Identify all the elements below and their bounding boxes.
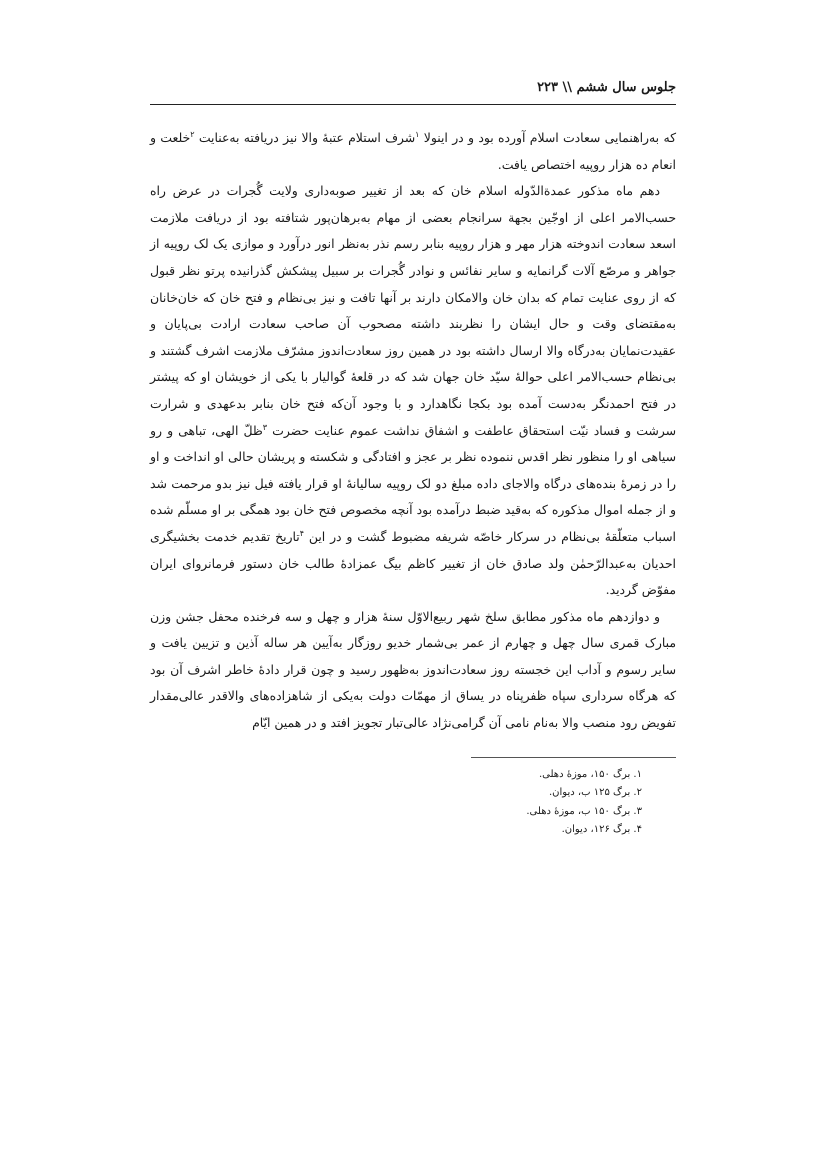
footnote-3: ۳. برگ ۱۵۰ ب، موزهٔ دهلی. <box>526 805 642 817</box>
footnote-ref-4[interactable]: ۴ <box>299 528 305 538</box>
footnote-ref-2[interactable]: ۲ <box>190 129 195 139</box>
text-run: خلعت و انعام ده هزار روپیه اختصاص یافت. <box>150 130 676 172</box>
text-run: که به‌راهنمایی سعادت اسلام آورده بود و در اینولا <box>419 130 676 145</box>
footnote-1: ۱. برگ ۱۵۰، موزهٔ دهلی. <box>538 768 642 780</box>
footnotes <box>150 766 676 840</box>
footnote-4: ۴. برگ ۱۲۶، دیوان. <box>561 824 642 836</box>
footnote-ref-1[interactable]: ۱ <box>415 129 420 139</box>
paragraph-3: و دوازدهم ماه مذکور مطابق سلخ شهر ربیع‌الاوّل سنهٔ هزار و چهل و سه فرخنده محفل جشن وزن مبارک قمری سال چهل و چهارم از عمر بی‌شمار خدیو روزگار به‌آیین هر ساله آذین و تزیین یافت و سایر رسوم و آداب این خجسته روز سعادت‌اندوز به‌ظهور رسید و چون قرار دادهٔ خاطر اشرف آن بود که هرگاه سرداری سپاه ظفرپناه در یساق از مهمّات دولت به‌یکی از شاهزاده‌های والاقدر عالی‌مقدار تفویض رود منصب والا به‌نام نامی آن گرامی‌نژاد عالی‌تبار تجویز افتد و در همین ایّام <box>150 608 676 731</box>
running-header <box>150 70 676 105</box>
text-run: ظلّ الهی، تباهی و رو سیاهی او را منظور نظر اقدس ننموده نظر بر عجز و افتادگی و شکسته و پریشان حالی او انداخت و او را در زمرهٔ بنده‌های درگاه والاجای داده مبلغ دو لک روپیه سالیانهٔ او قرار یافته فیل نیز بدو مرحمت شد و از جمله اموال مذکوره که به‌قید ضبط درآمده بود آنچه مخصوص فتح خان بود همگی بر او مسلّم شده اسباب متعلّقهٔ بی‌نظام در سرکار خاصّه شریفه مضبوط گشت و در این <box>150 422 676 544</box>
book-page <box>150 70 676 840</box>
paragraph-2 <box>150 178 676 604</box>
footnote-ref-3[interactable]: ۳ <box>262 422 268 432</box>
text-run: شرف استلام عتبهٔ والا نیز دریافته به‌عنایت <box>194 130 416 145</box>
text-run: دهم ماه مذکور عمدةالدّوله اسلام خان که بعد از تغییر صوبه‌داری ولایت گُجرات در عرض راه حسب‌الامر اعلی از اوجّین بجهة سرانجام بعضی از مهام به‌برهان‌پور شتافته بود از دریافت ملازمت اسعد سعادت اندوخته هزار مهر و هزار روپیه بنابر رسم نذر به‌نظر انور درآورد و موازی یک لک روپیه از جواهر و مرصّع آلات گرانمایه و سایر نفائس و نوادر گُجرات بر سبیل پیشکش گذرانیده پرتو نظر قبول که از روی عنایت تمام که بدان خان والامکان دارند بر آنها تافت و نیز بی‌نظام و فتح خان که خان‌خانان به‌مقتضای وقت و حال ایشان را نظربند داشته مصحوب آن صاحب سعادت ارادت بی‌پایان و عقیدت‌نمایان به‌درگاه والا ارسال داشته بود در همین روز سعادت‌اندوز مشرّف ملازمت اشرف گشتند و بی‌نظام حسب‌الامر اعلی حوالهٔ سیّد خان جهان شد که در قلعهٔ گوالیار با یکی از خویشان او که پیشتر در فتح احمدنگر به‌دست آمده بود بکجا نگاهدارد و با وجود آن‌که فتح خان بنابر بدعهدی و شرارت سرشت و فساد نیّت استحقاق عاطفت و اشفاق نداشت عموم عنایت حضرت <box>150 183 676 438</box>
text-run: تاریخ تقدیم خدمت بخشیگری احدیان به‌عبدالرّحمٰن ولد صادق خان از تغییر کاظم بیگ عمزادهٔ طالب خان دستور فرمانروای ایران مفوّض گردید. <box>150 528 676 598</box>
footnote-divider <box>471 757 676 758</box>
footnote-2: ۲. برگ ۱۲۵ ب، دیوان. <box>549 787 642 799</box>
paragraph-1 <box>150 125 676 178</box>
running-title: جلوس سال ششم \\ ۲۲۳ <box>537 79 676 95</box>
main-text <box>150 125 676 737</box>
